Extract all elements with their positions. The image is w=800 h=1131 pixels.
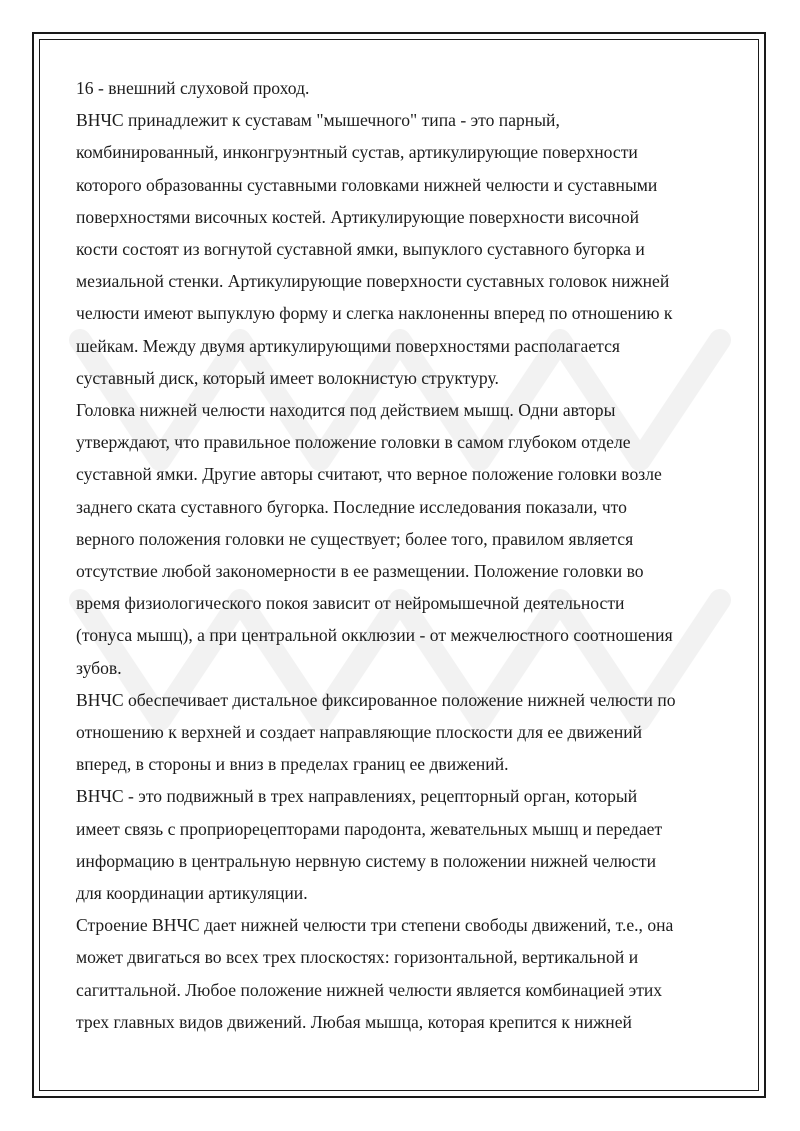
text-line: Головка нижней челюсти находится под действием мышц. Одни авторы xyxy=(76,400,616,421)
text-line: утверждают, что правильное положение головки в самом глубоком отделе xyxy=(76,432,631,453)
text-line: отношению к верхней и создает направляющие плоскости для ее движений xyxy=(76,722,643,743)
text-line: заднего ската суставного бугорка. Последние исследования показали, что xyxy=(76,496,627,517)
text-line: вперед, в стороны и вниз в пределах границ ее движений. xyxy=(76,754,509,775)
text-line: мезиальной стенки. Артикулирующие поверхности суставных головок нижней xyxy=(76,271,670,292)
text-line: верного положения головки не существует; более того, правилом является xyxy=(76,528,634,549)
text-line: зубов. xyxy=(76,657,122,678)
text-line: время физиологического покоя зависит от нейромышечной деятельности xyxy=(76,593,625,614)
text-line: шейкам. Между двумя артикулирующими поверхностями располагается xyxy=(76,335,620,356)
text-line: Строение ВНЧС дает нижней челюсти три степени свободы движений, т.е., она xyxy=(76,915,674,936)
text-line: суставной ямки. Другие авторы считают, что верное положение головки возле xyxy=(76,464,662,485)
text-line: для координации артикуляции. xyxy=(76,883,308,904)
text-line: кости состоят из вогнутой суставной ямки, выпуклого суставного бугорка и xyxy=(76,239,645,260)
text-line: имеет связь с проприорецепторами пародонта, жевательных мышц и передает xyxy=(76,818,663,839)
text-line: (тонуса мышц), а при центральной окклюзии - от межчелюстного соотношения xyxy=(76,625,673,646)
text-line: которого образованны суставными головками нижней челюсти и суставными xyxy=(76,174,658,195)
text-line: комбинированный, инконгруэнтный сустав, артикулирующие поверхности xyxy=(76,142,638,163)
text-line: челюсти имеют выпуклую форму и слегка наклоненны вперед по отношению к xyxy=(76,303,673,324)
text-line: ВНЧС - это подвижный в трех направлениях, рецепторный орган, который xyxy=(76,786,638,807)
text-line: сагиттальной. Любое положение нижней челюсти является комбинацией этих xyxy=(76,979,663,1000)
document-text xyxy=(76,72,726,1038)
text-line: суставный диск, который имеет волокнистую структуру. xyxy=(76,367,499,388)
text-line: ВНЧС принадлежит к суставам "мышечного" типа - это парный, xyxy=(76,110,560,131)
text-line: трех главных видов движений. Любая мышца, которая крепится к нижней xyxy=(76,1011,632,1032)
text-line: отсутствие любой закономерности в ее размещении. Положение головки во xyxy=(76,561,644,582)
text-line: может двигаться во всех трех плоскостях: горизонтальной, вертикальной и xyxy=(76,947,639,968)
text-line: 16 - внешний слуховой проход. xyxy=(76,78,310,98)
text-line: ВНЧС обеспечивает дистальное фиксированное положение нижней челюсти по xyxy=(76,689,676,710)
text-line: поверхностями височных костей. Артикулирующие поверхности височной xyxy=(76,206,640,227)
text-line: информацию в центральную нервную систему в положении нижней челюсти xyxy=(76,850,656,871)
